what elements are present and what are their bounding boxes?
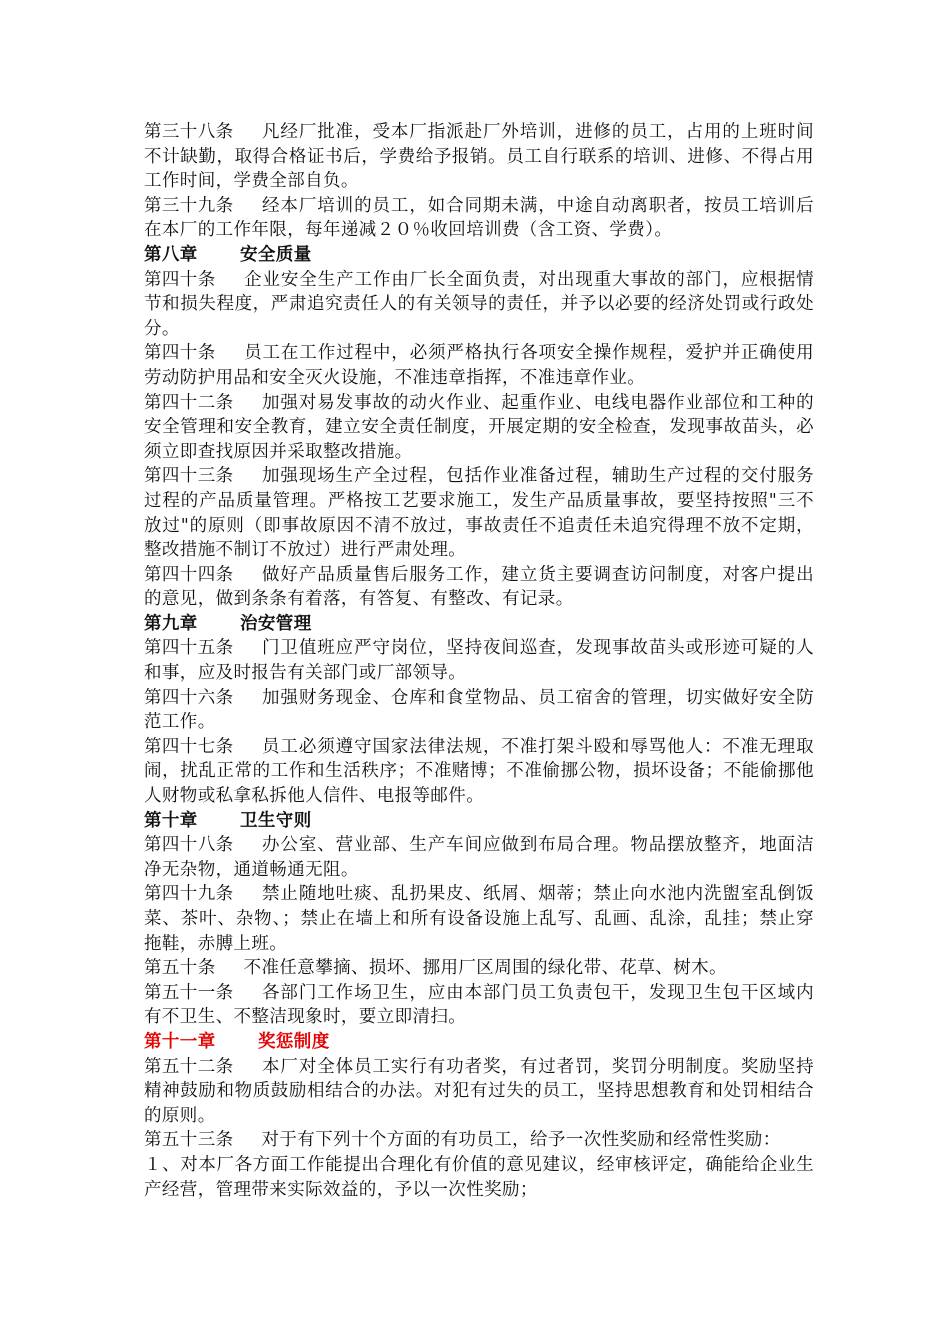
article-number: 第四十二条: [144, 392, 234, 413]
article-text: 加强对易发事故的动火作业、起重作业、电线电器作业部位和工种的安全管理和安全教育，建立安全责任制度，开展定期的安全检查，发现事故苗头，必须立即查找原因并采取整改措施。: [144, 392, 814, 462]
article-paragraph: [144, 735, 814, 809]
article-text: 各部门工作场卫生，应由本部门员工负责包干，发现卫生包干区域内有不卫生、不整洁现象时，要立即清扫。: [144, 982, 814, 1028]
article-paragraph: [144, 563, 814, 612]
article-text: 加强财务现金、仓库和食堂物品、员工宿舍的管理，切实做好安全防范工作。: [144, 687, 814, 733]
article-text: 员工在工作过程中，必须严格执行各项安全操作规程，爱护并正确使用劳动防护用品和安全灭火设施，不准违章指挥，不准违章作业。: [144, 343, 814, 388]
article-text: 加强现场生产全过程，包括作业准备过程，辅助生产过程的交付服务过程的产品质量管理。严格按工艺要求施工，发生产品质量事故，要坚持按照"三不放过"的原则（即事故原因不清不放过，事故责任不追责任未追究得理不放不定期，整改措施不制订不放过）进行严肃处理。: [144, 466, 814, 561]
article-number: 第四十九条: [144, 884, 234, 905]
article-text: 经本厂培训的员工，如合同期未满，中途自动离职者，按员工培训后在本厂的工作年限，每年递减２０％收回培训费（含工资、学费）。: [144, 195, 814, 241]
article-number: 第三十九条: [144, 195, 234, 216]
article-number: 第四十八条: [144, 835, 234, 856]
article-number: 第四十条: [144, 343, 216, 364]
chapter-heading: [144, 612, 814, 637]
article-paragraph: [144, 636, 814, 685]
chapter-number: 第十一章: [144, 1031, 216, 1052]
article-paragraph: [144, 341, 814, 390]
article-number: 第五十一条: [144, 982, 234, 1003]
article-number: 第五十二条: [144, 1056, 234, 1077]
article-paragraph: [144, 686, 814, 735]
article-number: 第四十三条: [144, 466, 234, 487]
article-text: 本厂对全体员工实行有功者奖，有过者罚，奖罚分明制度。奖励坚持精神鼓励和物质鼓励相结合的办法。对犯有过失的员工，坚持思想教育和处罚相结合的原则。: [144, 1056, 814, 1126]
chapter-heading: [144, 809, 814, 834]
article-paragraph: [144, 956, 814, 981]
chapter-title: 奖惩制度: [258, 1031, 330, 1052]
article-paragraph: [144, 120, 814, 194]
article-text: 企业安全生产工作由厂长全面负责，对出现重大事故的部门，应根据情节和损失程度，严肃追究责任人的有关领导的责任，并予以必要的经济处罚或行政处分。: [144, 269, 814, 339]
article-paragraph: [144, 882, 814, 956]
article-number: 第四十条: [144, 269, 216, 290]
article-number: 第四十四条: [144, 564, 234, 585]
list-item-paragraph: １、对本厂各方面工作能提出合理化有价值的意见建议，经审核评定，确能给企业生产经营，管理带来实际效益的，予以一次性奖励；: [144, 1154, 814, 1200]
chapter-title: 卫生守则: [240, 810, 312, 831]
chapter-heading: [144, 1030, 814, 1055]
article-number: 第五十条: [144, 958, 216, 979]
article-paragraph: [144, 833, 814, 882]
article-paragraph: [144, 391, 814, 465]
document-page: [144, 120, 814, 1202]
chapter-number: 第十章: [144, 810, 198, 831]
article-paragraph: [144, 1055, 814, 1129]
article-number: 第四十六条: [144, 687, 234, 708]
article-text: 员工必须遵守国家法律法规，不准打架斗殴和辱骂他人：不准无理取闹，扰乱正常的工作和生活秩序；不准赌博；不准偷挪公物，损坏设备；不能偷挪他人财物或私拿私拆他人信件、电报等邮件。: [144, 736, 814, 807]
article-text: 不准任意攀摘、损坏、挪用厂区周围的绿化带、花草、树木。: [243, 958, 727, 979]
article-text: 对于有下列十个方面的有功员工，给予一次性奖励和经常性奖励：: [261, 1130, 781, 1151]
chapter-number: 第九章: [144, 613, 198, 634]
article-paragraph: [144, 464, 814, 562]
article-paragraph: [144, 194, 814, 243]
article-paragraph: [144, 1128, 814, 1153]
article-text: 禁止随地吐痰、乱扔果皮、纸屑、烟蒂；禁止向水池内洗盥室乱倒饭菜、茶叶、杂物、；禁止在墙上和所有设备设施上乱写、乱画、乱涂，乱挂；禁止穿拖鞋，赤膊上班。: [144, 884, 814, 954]
article-text: 做好产品质量售后服务工作，建立货主要调查访问制度，对客户提出的意见，做到条条有着落，有答复、有整改、有记录。: [144, 564, 814, 610]
article-number: 第四十七条: [144, 736, 234, 757]
chapter-title: 治安管理: [240, 613, 312, 634]
article-paragraph: [144, 981, 814, 1030]
chapter-number: 第八章: [144, 244, 198, 265]
chapter-heading: [144, 243, 814, 268]
chapter-title: 安全质量: [240, 244, 312, 265]
article-number: 第五十三条: [144, 1130, 234, 1151]
article-paragraph: [144, 268, 814, 342]
article-number: 第三十八条: [144, 122, 234, 142]
article-text: 凡经厂批准，受本厂指派赴厂外培训，进修的员工，占用的上班时间不计缺勤，取得合格证书后，学费给予报销。员工自行联系的培训、进修、不得占用工作时间，学费全部自负。: [144, 122, 814, 192]
article-text: 办公室、营业部、生产车间应做到布局合理。物品摆放整齐，地面洁净无杂物，通道畅通无阻。: [144, 835, 814, 880]
article-number: 第四十五条: [144, 638, 234, 659]
article-text: 门卫值班应严守岗位，坚持夜间巡查，发现事故苗头或形迹可疑的人和事，应及时报告有关部门或厂部领导。: [144, 638, 814, 684]
